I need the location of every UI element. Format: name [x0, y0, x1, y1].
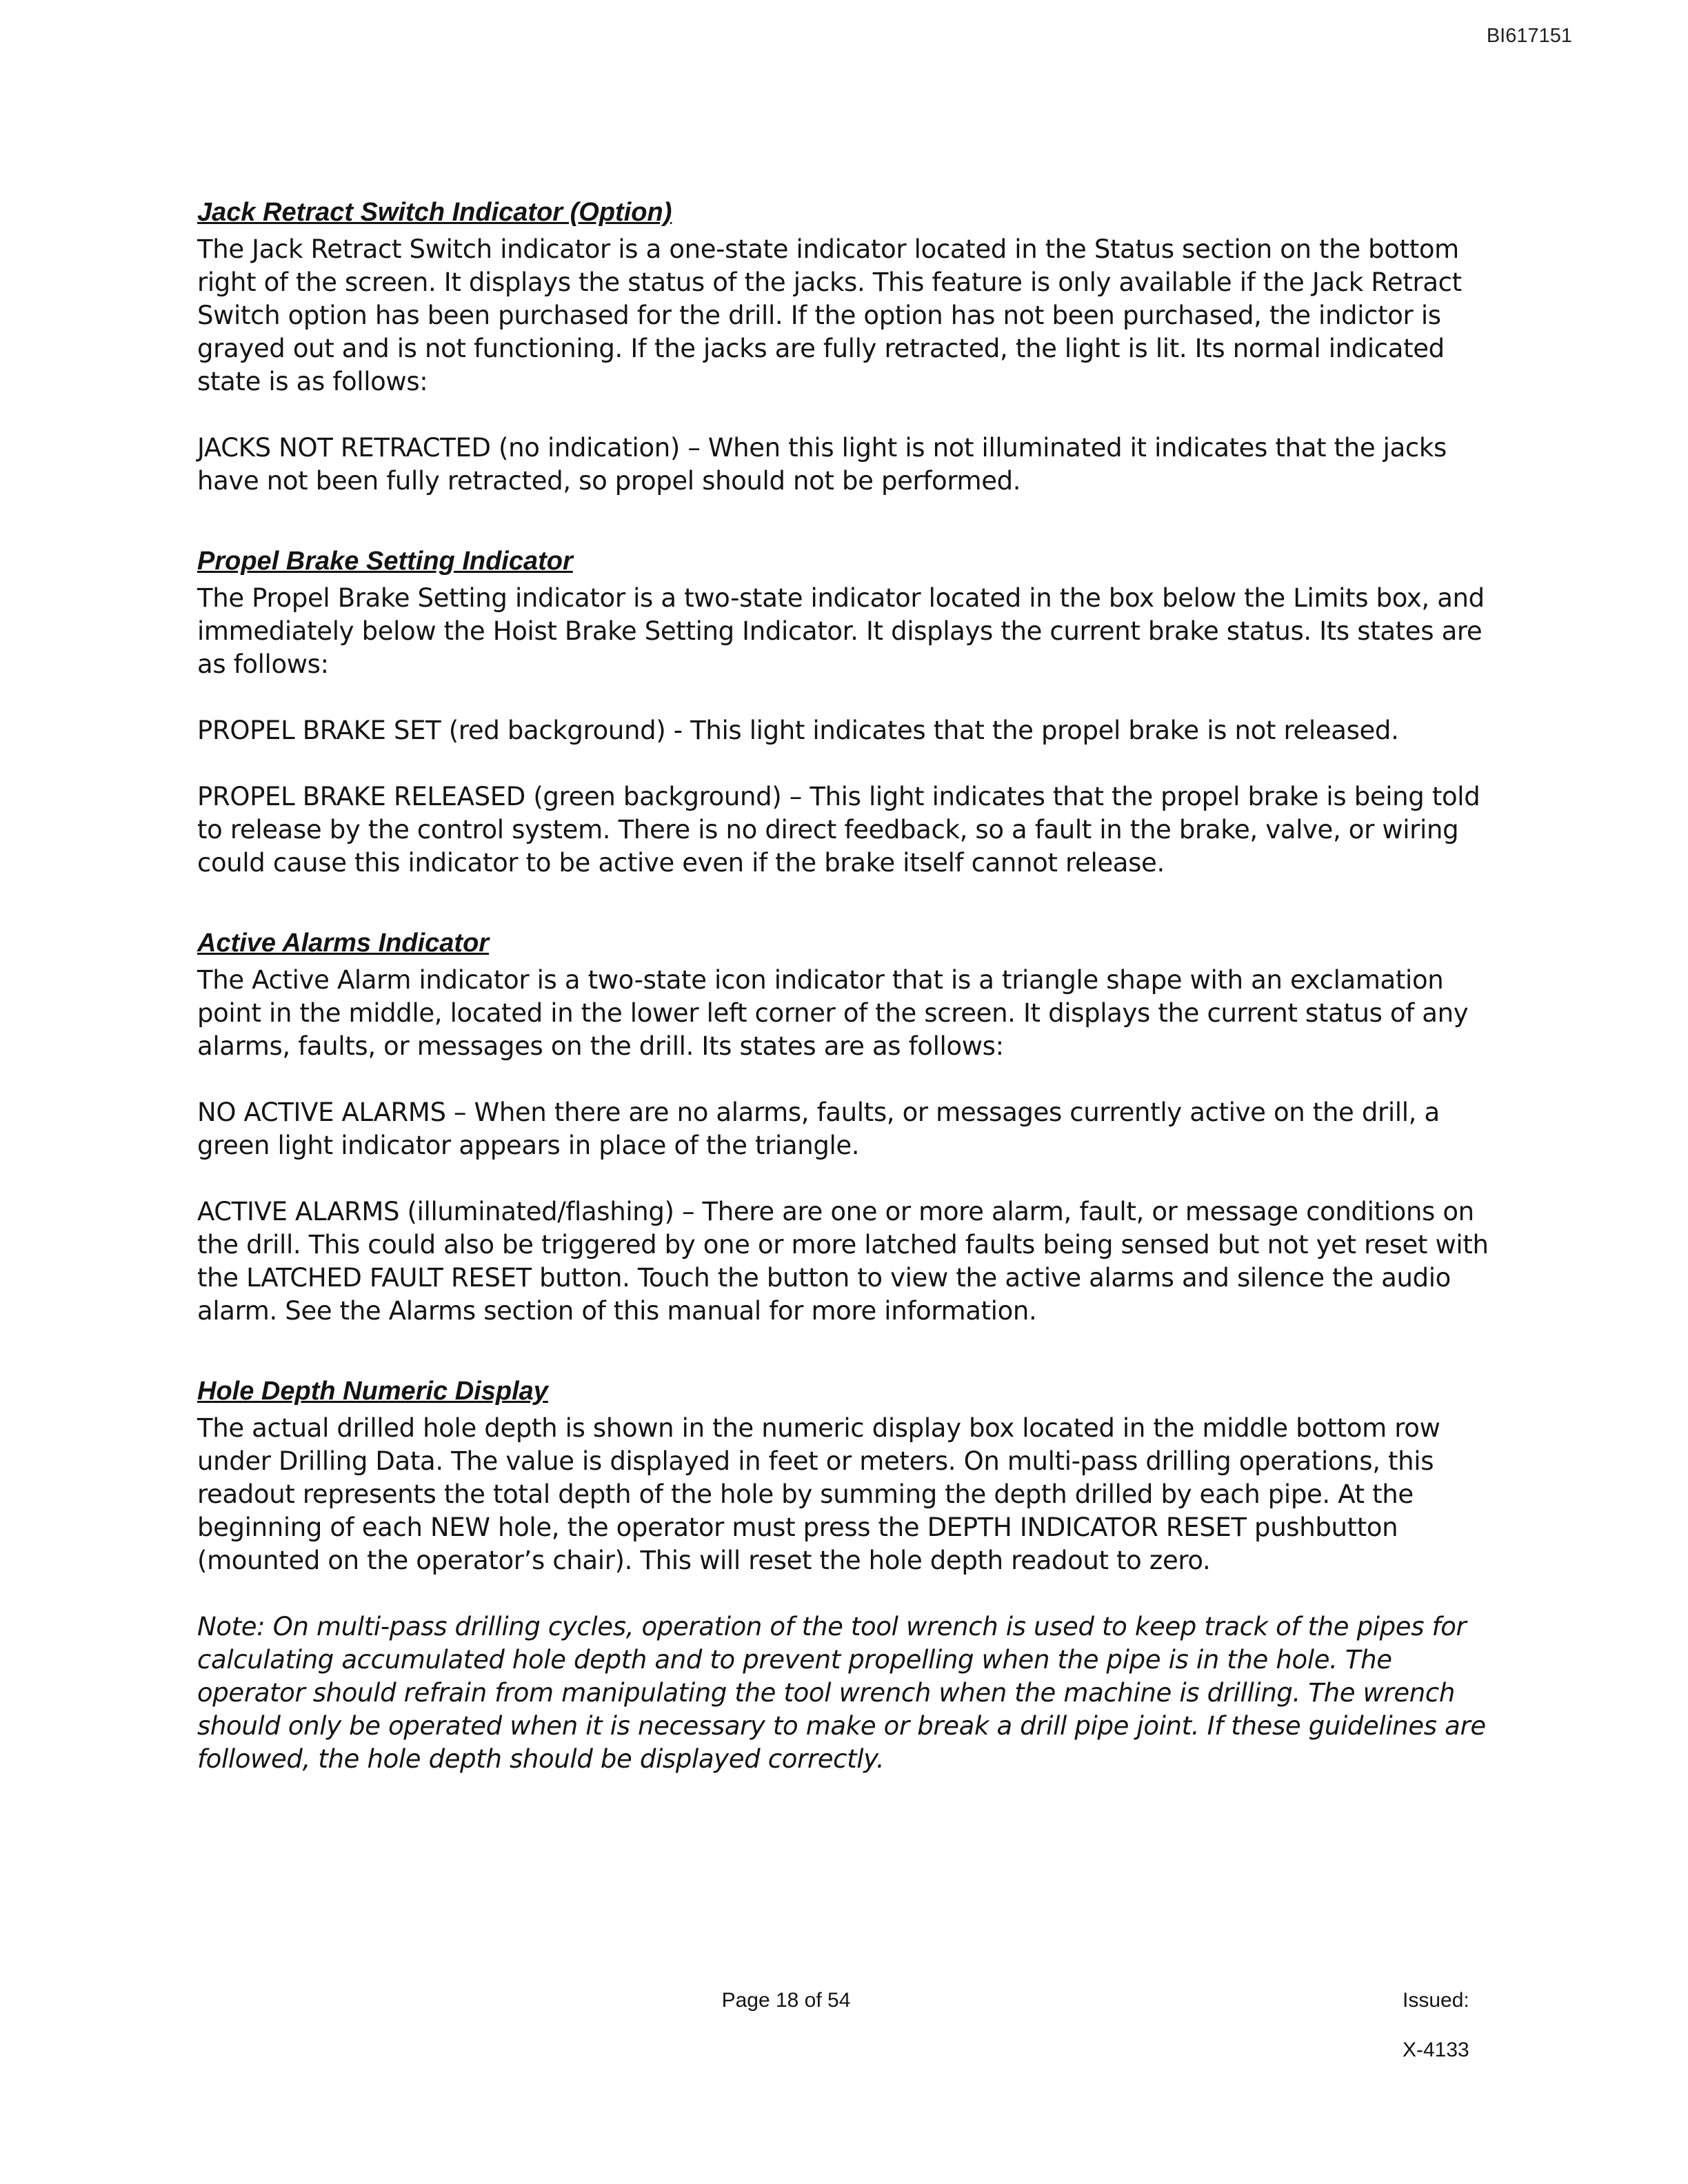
paragraph: The Propel Brake Setting indicator is a two-state indicator located in the box below the Limits box, and immediately below the Hoist Brake Setting Indicator. It displays the current brake status. Its states are as follows:	[197, 583, 1485, 679]
note-paragraph: Note: On multi-pass drilling cycles, operation of the tool wrench is used to keep track of the pipes for calculating accumulated hole depth and to prevent propelling when the pipe is in the hole. The operator should refrain from manipulating the tool wrench when the machine is drilling. The wrench should only be operated when it is necessary to make or break a drill pipe joint. If these guidelines are followed, the hole depth should be displayed correctly.	[197, 1612, 1486, 1774]
section-heading: Propel Brake Setting Indicator	[197, 547, 573, 576]
paragraph: The Active Alarm indicator is a two-state icon indicator that is a triangle shape with an exclamation point in the middle, located in the lower left corner of the screen. It displays the current status of any alarms, faults, or messages on the drill. Its states are as follows:	[197, 965, 1469, 1061]
section-hole-depth-display	[197, 1375, 1494, 1776]
paragraph: The Jack Retract Switch indicator is a one-state indicator located in the Status section on the bottom right of the screen. It displays the status of the jacks. This feature is only available if the Jack Retract Switch option has been purchased for the drill. If the option has not been purchased, the indictor is grayed out and is not functioning. If the jacks are fully retracted, the light is lit. Its normal indicated state is as follows:	[197, 234, 1462, 396]
section-heading: Active Alarms Indicator	[197, 929, 490, 958]
paragraph: NO ACTIVE ALARMS – When there are no alarms, faults, or messages currently active on the drill, a green light indicator appears in place of the triangle.	[197, 1098, 1440, 1160]
document-code: X-4133	[1403, 2039, 1469, 2061]
issued-label: Issued:	[1403, 1989, 1469, 2012]
page-number: Page 18 of 54	[721, 1989, 851, 2012]
document-body	[197, 196, 1494, 1823]
section-heading: Jack Retract Switch Indicator (Option)	[197, 198, 672, 227]
section-propel-brake-setting	[197, 545, 1494, 880]
paragraph: JACKS NOT RETRACTED (no indication) – When this light is not illuminated it indicates that the jacks have not been fully retracted, so propel should not be performed.	[197, 433, 1447, 496]
section-active-alarms	[197, 927, 1494, 1328]
section-heading: Hole Depth Numeric Display	[197, 1377, 548, 1406]
document-id: BI617151	[1486, 25, 1572, 47]
paragraph: PROPEL BRAKE SET (red background) - This light indicates that the propel brake is not released.	[197, 716, 1399, 745]
paragraph: PROPEL BRAKE RELEASED (green background) – This light indicates that the propel brake is being told to release by the control system. There is no direct feedback, so a fault in the brake, valve, or wiring could cause this indicator to be active even if the brake itself cannot release.	[197, 782, 1480, 878]
section-jack-retract-switch	[197, 196, 1494, 498]
paragraph: The actual drilled hole depth is shown in the numeric display box located in the middle bottom row under Drilling Data. The value is displayed in feet or meters. On multi-pass drilling operations, this readout represents the total depth of the hole by summing the depth drilled by each pipe. At the beginning of each NEW hole, the operator must press the DEPTH INDICATOR RESET pushbutton (mounted on the operator’s chair). This will reset the hole depth readout to zero.	[197, 1413, 1440, 1575]
paragraph: ACTIVE ALARMS (illuminated/flashing) – There are one or more alarm, fault, or message conditions on the drill. This could also be triggered by one or more latched faults being sensed but not yet reset with the LATCHED FAULT RESET button. Touch the button to view the active alarms and silence the audio alarm. See the Alarms section of this manual for more information.	[197, 1197, 1489, 1326]
